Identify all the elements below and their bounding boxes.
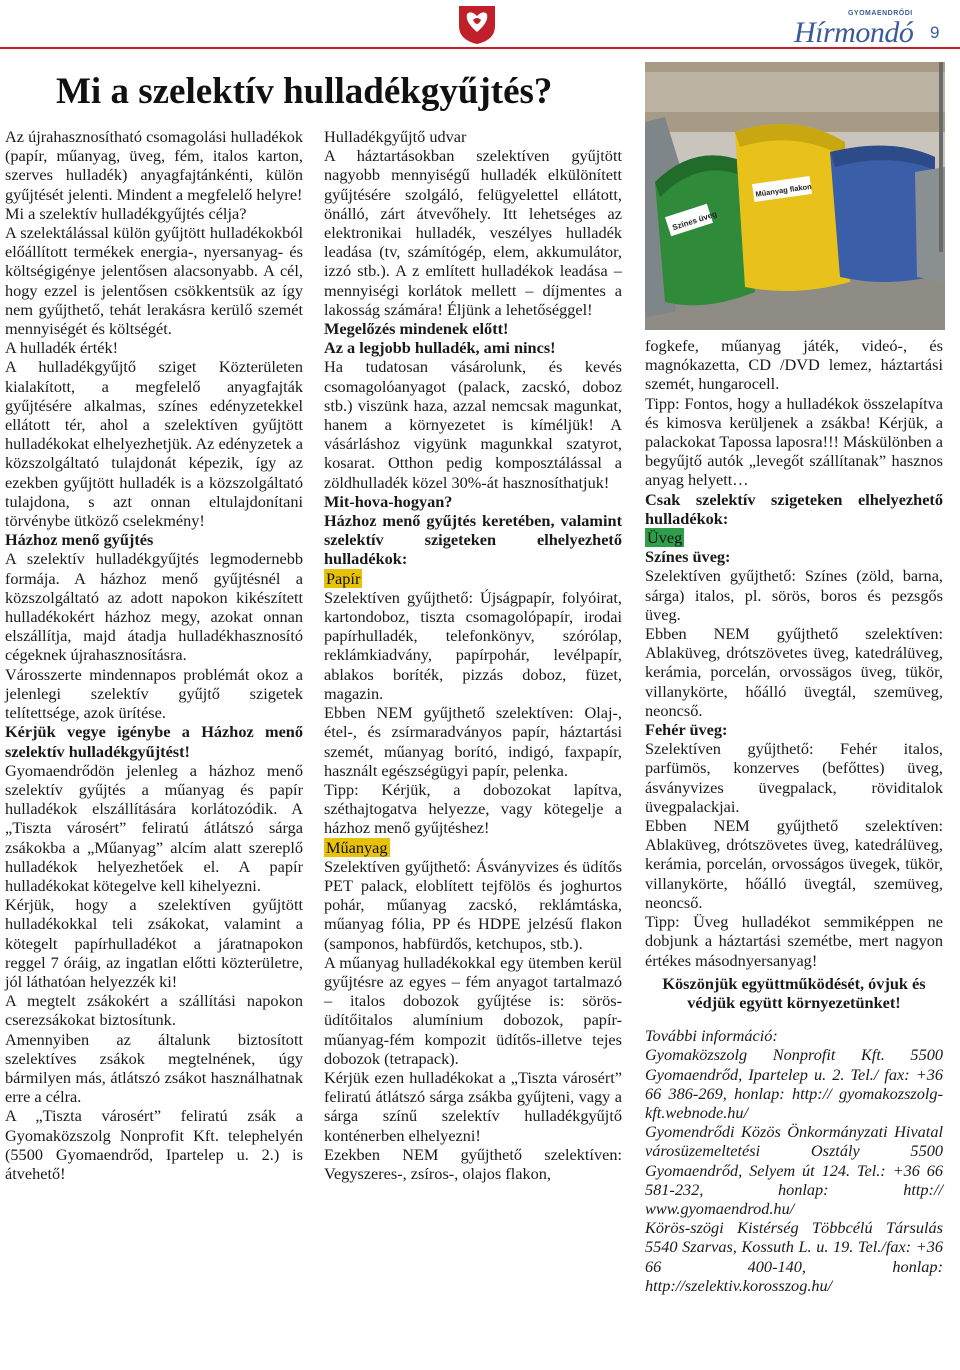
paragraph: A háztartásokban szelektíven gyűjtött nagyobb mennyiségű hulladék elkülönített gyűjtésére szolgáló, felügyelettel ellátott, önálló, zárt átvevőhely. Itt lehetséges az elektronikai hulladék, veszélyes hulladék leadása (tv, számítógép, elem, akkumulátor, izzó stb.). A z említett hulladékok leadása – mennyiségi korlátok mellett – díjmentes a lakosság számára! Éljünk a lehetőséggel! (324, 146, 622, 319)
category-label-plastic (324, 838, 622, 857)
paragraph: A „Tiszta városért” feliratú zsák a Gyomaközszolg Nonprofit Kft. telephelyén (5500 Gyomaendrőd, Ipartelep u. 2.) is átvehető! (5, 1106, 303, 1183)
paragraph: A hulladékgyűjtő sziget Közterületen kialakított, a megfelelő anyagfajták gyűjtésére alkalmas, színes edényzetekkel ellátott tér, ahol a szelektíven gyűjtött hulladékokat elhelyezhetjük. Az edényzetek a közszolgáltató tulajdonát képezik, így az ezekben gyűjtött hulladék is a közszolgáltató tulajdona, s azt onnan eltulajdonítani törvénybe ütköző cselekmény! (5, 357, 303, 531)
subheading-text: Házhoz menő gyűjtés keretében, valamint szelektív szigeteken elhelyezhető hulladékok: (324, 511, 622, 569)
subheading (324, 338, 622, 357)
tip-paragraph: Tipp: Üveg hulladékot semmiképpen ne dobjunk a háztartási szemétbe, mert nagyon értékes másodnyersanyag! (645, 912, 943, 970)
callout (5, 722, 303, 760)
page-number: 9 (930, 23, 940, 42)
subheading (645, 490, 943, 528)
paragraph: Ebben NEM gyűjthető szelektíven: Olaj-, étel-, és zsírmaradványos papír, háztartási szemét, műanyag borító, indigó, faxpapír, használt egészségügyi papír, pelenka. (324, 703, 622, 780)
paragraph: Szelektíven gyűjthető: Fehér italos, parfümös, konzerves (befőttes) üveg, ásványvizes üvegpalack, röviditalok üvegpalackjai. (645, 739, 943, 816)
paragraph: Kérjük ezen hulladékokat a „Tiszta városért” feliratú átlátszó sárga zsákba gyűjteni, vagy a sárga színű szelektív hulladékgyűjtő konténerben elhelyezni! (324, 1067, 622, 1145)
contact-korosszog: Körös-szögi Kistérség Többcélú Társulás 5540 Szarvas, Kossuth L. u. 19. Tel./fax: +36 66 400-140, honlap: http://szelektiv.korosszog.hu/ (645, 1218, 943, 1295)
municipal-crest-icon (455, 2, 499, 46)
paragraph: Az újrahasznosítható csomagolási hulladékok (papír, műanyag, üveg, fém, italos karton, szerves hulladék) anyagfajtánkénti, külön gyűjtését jelenti. Mindent a megfelelő helyre! (5, 127, 303, 204)
paragraph: Ebben NEM gyűjthető szelektíven: Ablaküveg, drótszövetes üveg, katedrálüveg, kerámia, porcelán, orvossägos üveg, tükör, villanykörte, hőálló üvegtál, szemüveg, neoncső. (645, 624, 943, 720)
subheading-text: Színes üveg: (645, 547, 731, 567)
closing-note-text: Köszönjük együttműködését, óvjuk és védjük együtt környezetünket! (662, 973, 926, 1012)
subheading-text: Mit-hova-hogyan? (324, 491, 453, 511)
masthead-title: Hírmondó (794, 16, 914, 49)
category-paper-badge: Papír (326, 568, 361, 588)
column-3 (645, 336, 943, 1295)
subheading (324, 319, 622, 338)
tip-paragraph: Tipp: Fontos, hogy a hulladékok összelapítva és kimosva kerüljenek a zsákba! Kérjük, a palackokat Tapossa laposra!!! Máskülönben a begyűjtő autók „levegőt szállítanak” hasznos anyag helyett… (645, 393, 943, 490)
contact-gyomakozszolg: Gyomaközszolg Nonprofit Kft. 5500 Gyomaendrőd, Ipartelep u. 2. Tel./ fax: +36 66 386-269, honlap: http:// gyomakozszolg-kft.webnode.hu/ (645, 1045, 943, 1122)
tip-paragraph: Tipp: Kérjük, a dobozokat lapítva, széthajtogatva helyezze, vagy kötegelje a házhoz menő gyűjtéshez! (324, 779, 622, 838)
paragraph: Városszerte mindennapos problémát okoz a jelenlegi szelektív gyűjtő szigetek telítettsége, azok ürítése. (5, 664, 303, 723)
paragraph: A szelektív hulladékgyűjtés legmodernebb formája. A házhoz menő gyűjtésnél a közszolgáltató az adott napokon kikészített hulladékokért házhoz megy, azokat onnan elszállítja, majd átadja hulladékhasznosító cégeknek újrahasznosításra. (5, 549, 303, 665)
paragraph: Hulladékgyűjtő udvar (324, 127, 467, 146)
paragraph: Szelektíven gyűjthető: Ásványvizes és üdítős PET palack, eloblített tejfölös és joghurtos pohár, műanyag zacskó, reklámtáska, műanyag fólia, PP és HDPE jelzésű flakon (samponos, habfürdős, ketchupos, stb.). (324, 856, 622, 953)
category-label-paper (324, 569, 622, 588)
paragraph: Ezekben NEM gyűjthető szelektíven: Vegyszeres-, zsíros-, olajos flakon, (324, 1144, 622, 1183)
subheading-text: Az a legjobb hulladék, ami nincs! (324, 338, 556, 358)
subheading-text: Csak szelektív szigeteken elhelyezhető hulladékok: (645, 489, 943, 528)
paragraph: A hulladék érték! (5, 338, 119, 358)
article-title: Mi a szelektív hulladékgyűjtés? (56, 71, 553, 112)
svg-text:Színes üveg: Színes üveg (671, 209, 719, 233)
paragraph: Kérjük, hogy a szelektíven gyűjtött hulladékokkal teli zsákokat, valamint a kötegelt papírhulladékot a járatnapokon reggel 7 óráig, az ingatlan előtti közterületre, jól láthatóan helyezzék ki! (5, 895, 303, 991)
category-glass-badge: Üveg (647, 528, 683, 548)
callout-text: Kérjük vegye igénybe a Házhoz menő szelektív hulladékgyűjtést! (5, 722, 303, 761)
column-2 (324, 127, 622, 1183)
masthead-small: GYOMAENDRŐDI (848, 10, 913, 17)
subheading (5, 530, 303, 549)
subheading-text: Fehér üveg: (645, 720, 728, 740)
closing-note (645, 974, 943, 1012)
paragraph: A szelektálással külön gyűjtött hulladékokból előállított termékek energia-, nyersanyag- és költségigénye jelentősen alacsonyabb. A cél, hogy ezzel is jelentősen csökkentsük az így nem gyűjthető, tehát lerakásra kerülő szemét mennyiségét és költségét. (5, 223, 303, 339)
paragraph: A műanyag hulladékokkal egy ütemben kerül gyűjtésre az egyes – fém anyagot tartalmazó – italos dobozok gyűjtése is: sörös- üdítőitalos alumínium dobozok, papír-műanyag-fém kompozit üdítős-illetve tejes dobozok (tetrapack). (324, 952, 622, 1068)
paragraph: Ebben NEM gyűjthető szelektíven: Ablaküveg, drótszövetes üveg, katedrálüveg, kerámia, porcelán, orvosságos üvegek, tükör, villanykörte, hőálló üvegtál, szemüveg, neoncső. (645, 816, 943, 912)
subheading-text: Megelőzés mindenek előtt! (324, 319, 509, 339)
paragraph: Szelektíven gyűjthető: Színes (zöld, barna, sárga) italos, pl. sörös, boros és pezsgős üveg. (645, 566, 943, 624)
column-1 (5, 127, 303, 1183)
paragraph: A megtelt zsákokért a szállítási napokon cserezsákokat biztosítunk. (5, 991, 303, 1030)
info-heading: További információ: (645, 1026, 778, 1046)
paragraph: fogkefe, műanyag játék, videó-, és magnókazetta, CD /DVD lemez, háztartási szemét, hungarocell. (645, 336, 943, 394)
category-plastic-badge: Műanyag (326, 837, 388, 857)
subheading-text: Házhoz menő gyűjtés (5, 530, 154, 550)
paragraph: Gyomaendrődön jelenleg a házhoz menő szelektív gyűjtés a műanyag és papír hulladékok elszállítására korlátozódik. A „Tiszta városért” feliratú átlátszó sárga zsákokba a „Műanyag” alcím alatt szereplő hulladékok helyezhetőek el. A papír hulladékokat kötegelve kell kihelyezni. (5, 760, 303, 895)
category-label-glass (645, 528, 943, 547)
masthead (790, 10, 960, 50)
subheading (324, 492, 622, 511)
subheading (645, 720, 943, 739)
subheading (645, 547, 943, 566)
paragraph: Ha tudatosan vásárolunk, és kevés csomagolóanyagot (palack, zacskó, doboz stb.) viszünk haza, azzal nemcsak magunkat, hanem a környezetet is kíméljük! A vásárláshoz vigyünk magunkkal szatyrot, kosarat. Otthon pedig komposztálással a zöldhulladék közel 30%-át hasznosíthatjuk! (324, 357, 622, 492)
contact-hivatal: Gyomendrődi Közös Önkormányzati Hivatal városüzemeltetési Osztály 5500 Gyomaendrőd, Selyem út 124. Tel.: +36 66 581-232, honlap: http:// www.gyomaendrod.hu/ (645, 1122, 943, 1218)
paragraph: Amennyiben az általunk biztosított szelektíves zsákok megtelnének, úgy bármilyen más, átlátszó zsákot használhatnak erre a célra. (5, 1029, 303, 1107)
subheading (324, 511, 622, 569)
svg-text:Műanyag flakon: Műanyag flakon (754, 181, 813, 199)
recycling-bins-photo (645, 62, 945, 330)
paragraph: Szelektíven gyűjthető: Újságpapír, folyóirat, kartondoboz, tiszta csomagolópapír, irodai papírhulladék, telefonkönyv, szórólap, reklámkiadvány, papírpohár, levélpapír, ablakos boríték, pizzás doboz, füzet, magazin. (324, 587, 622, 703)
paragraph: Mi a szelektív hulladékgyűjtés célja? (5, 203, 247, 223)
